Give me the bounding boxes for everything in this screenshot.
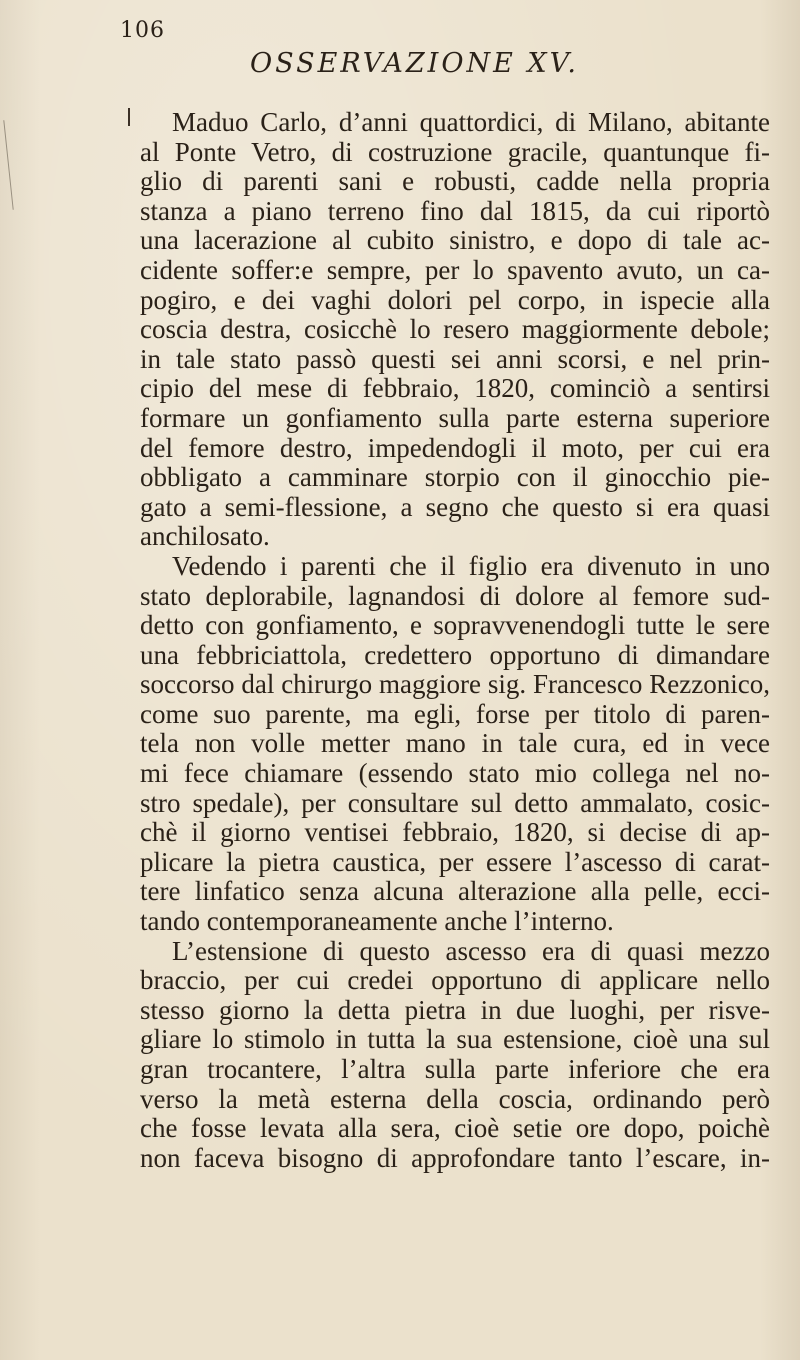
text-line: Maduo Carlo, d’anni quattordici, di Milano, abitante xyxy=(172,107,770,137)
text-line: gran trocantere, l’altra sulla parte inferiore che era xyxy=(140,1054,770,1084)
text-line: tando contemporaneamente anche l’interno. xyxy=(140,906,614,937)
page-number: 106 xyxy=(120,18,165,43)
text-line: glio di parenti sani e robusti, cadde nella propria xyxy=(140,166,770,197)
text-line: soccorso dal chirurgo maggiore sig. Francesco Rezzonico, xyxy=(140,669,770,700)
text-line: come suo parente, ma egli, forse per titolo di paren- xyxy=(140,698,770,729)
margin-mark xyxy=(128,108,130,126)
text-line: stesso giorno la detta pietra in due luoghi, per risve- xyxy=(140,994,770,1025)
text-line: non faceva bisogno di approfondare tanto l’escare, in- xyxy=(140,1142,770,1173)
text-line: mi fece chiamare (essendo stato mio collega nel no- xyxy=(140,758,770,789)
text-line: verso la metà esterna della coscia, ordinando però xyxy=(140,1083,770,1114)
text-line: chè il giorno ventisei febbraio, 1820, si decise di ap- xyxy=(140,817,770,848)
text-line: braccio, per cui credei opportuno di applicare nello xyxy=(140,965,770,996)
text-line: tere linfatico senza alcuna alterazione alla pelle, ecci- xyxy=(140,876,770,907)
text-line: detto con gonfiamento, e sopravvenendogli tutte le sere xyxy=(140,610,770,641)
text-line: tela non volle metter mano in tale cura, ed in vece xyxy=(140,728,770,759)
body-text xyxy=(140,108,770,1173)
text-line: obbligato a camminare storpio con il ginocchio pie- xyxy=(140,462,770,493)
text-line: coscia destra, cosicchè lo resero maggiormente debole; xyxy=(140,314,770,345)
text-line: gato a semi-flessione, a segno che questo si era quasi xyxy=(140,491,770,522)
text-line: stanza a piano terreno fino dal 1815, da cui riportò xyxy=(140,195,770,226)
text-line: una febbriciattola, credettero opportuno di dimandare xyxy=(140,639,770,670)
text-line: in tale stato passò questi sei anni scorsi, e nel prin- xyxy=(140,343,770,374)
text-line: stro spedale), per consultare sul detto ammalato, cosic- xyxy=(140,787,770,818)
text-line: stato deplorabile, lagnandosi di dolore al femore sud- xyxy=(140,580,770,611)
text-line: cipio del mese di febbraio, 1820, cominciò a sentirsi xyxy=(140,373,770,404)
text-line: che fosse levata alla sera, cioè setie ore dopo, poichè xyxy=(140,1113,770,1144)
text-line: anchilosato. xyxy=(140,521,270,552)
text-line: L’estensione di questo ascesso era di quasi mezzo xyxy=(172,935,770,966)
text-line: una lacerazione al cubito sinistro, e dopo di tale ac- xyxy=(140,225,770,256)
text-line: gliare lo stimolo in tutta la sua estensione, cioè una sul xyxy=(140,1024,770,1055)
text-line: pogiro, e dei vaghi dolori pel corpo, in ispecie alla xyxy=(140,284,770,315)
page-edge-mark xyxy=(3,120,13,210)
text-line: al Ponte Vetro, di costruzione gracile, quantunque fi- xyxy=(140,136,770,167)
text-line: formare un gonfiamento sulla parte esterna superiore xyxy=(140,402,770,433)
text-line: plicare la pietra caustica, per essere l’ascesso di carat- xyxy=(140,846,770,877)
text-line: del femore destro, impedendogli il moto, per cui era xyxy=(140,432,770,463)
text-line: Vedendo i parenti che il figlio era divenuto in uno xyxy=(172,550,770,581)
section-heading: OSSERVAZIONE XV. xyxy=(250,48,579,79)
text-line: cidente soffer:e sempre, per lo spavento avuto, un ca- xyxy=(140,254,770,285)
